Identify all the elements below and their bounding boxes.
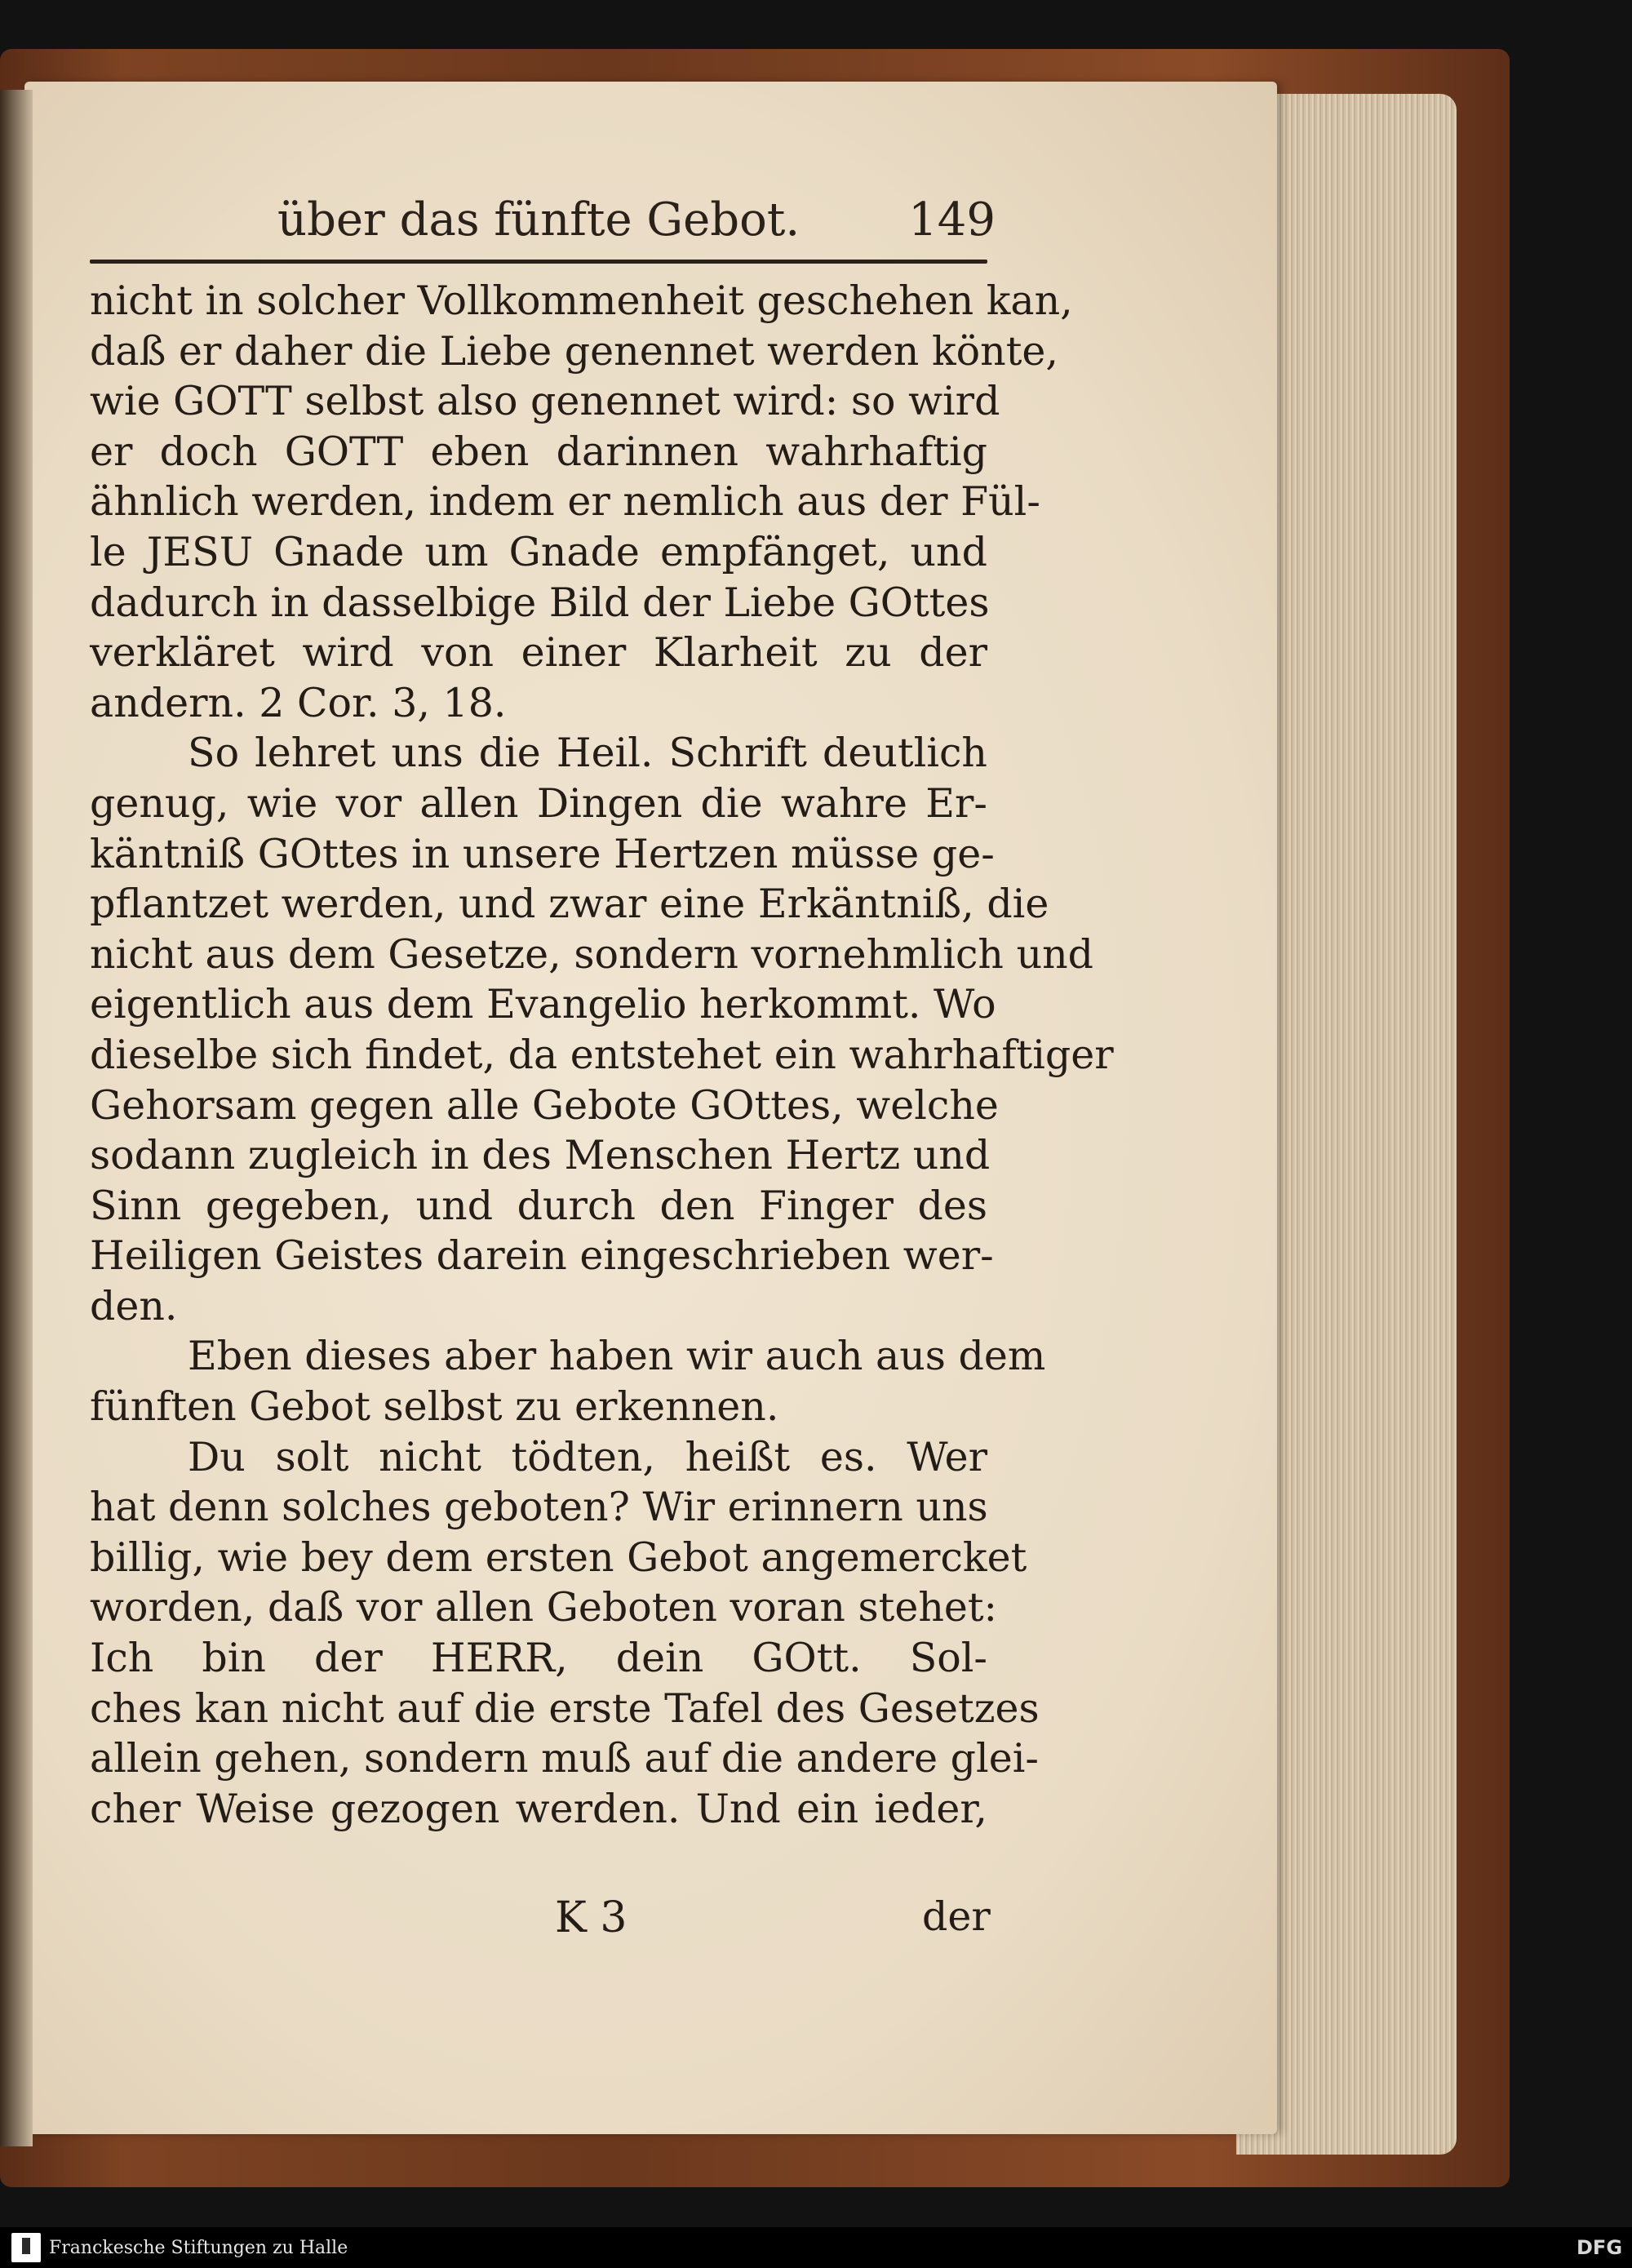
text-line: hat denn solches geboten? Wir erinnern uns [90, 1484, 988, 1531]
signature-mark: K 3 [555, 1893, 628, 1942]
text-line: Eben dieses aber haben wir auch aus dem [188, 1333, 1046, 1380]
text-line: eigentlich aus dem Evangelio herkommt. Wo [90, 981, 996, 1028]
text-line: sodann zugleich in des Menschen Hertz und [90, 1132, 991, 1179]
institution-logo-icon [11, 2233, 41, 2262]
header-rule [90, 260, 987, 264]
text-line: Sinn gegeben, und durch den Finger des [90, 1182, 987, 1229]
text-line: worden, daß vor allen Geboten voran stehet: [90, 1584, 998, 1631]
text-line: dadurch in dasselbige Bild der Liebe GOttes [90, 579, 990, 626]
text-line: genug, wie vor allen Dingen die wahre Er- [90, 779, 987, 827]
text-line: le JESU Gnade um Gnade empfänget, und [90, 528, 987, 575]
text-line: pflantzet werden, und zwar eine Erkäntniß, die [90, 881, 1049, 928]
page-number: 149 [908, 193, 996, 246]
text-line: nicht aus dem Gesetze, sondern vornehmlich und [90, 930, 1094, 978]
text-line: nicht in solcher Vollkommenheit geschehen kan, [90, 277, 1073, 324]
text-line: So lehret uns die Heil. Schrift deutlich [188, 730, 987, 777]
text-line: dieselbe sich findet, da entstehet ein wahrhaftiger [90, 1031, 1114, 1078]
dfg-logo: DFG [1577, 2236, 1623, 2259]
spine-shadow [0, 90, 33, 2146]
text-line: Gehorsam gegen alle Gebote GOttes, welche [90, 1081, 999, 1129]
page-header [277, 189, 996, 246]
catchword: der [922, 1893, 991, 1940]
text-line: den. [90, 1282, 178, 1329]
text-line: cher Weise gezogen werden. Und ein ieder, [90, 1785, 987, 1832]
text-line: ches kan nicht auf die erste Tafel des Gesetzes [90, 1684, 1040, 1732]
text-line: daß er daher die Liebe genennet werden könte, [90, 327, 1058, 375]
text-line: Heiligen Geistes darein eingeschrieben wer- [90, 1232, 994, 1280]
text-line: allein gehen, sondern muß auf die andere glei- [90, 1735, 1039, 1782]
text-line: er doch GOTT eben darinnen wahrhaftig [90, 428, 987, 475]
text-line: fünften Gebot selbst zu erkennen. [90, 1383, 779, 1431]
text-line: Du solt nicht tödten, heißt es. Wer [188, 1433, 987, 1480]
running-title: über das fünfte Gebot. [277, 193, 800, 246]
text-line: wie GOTT selbst also genennet wird: so wird [90, 378, 1000, 425]
institution-name: Franckesche Stiftungen zu Halle [49, 2238, 348, 2258]
text-line: billig, wie bey dem ersten Gebot angemercket [90, 1533, 1027, 1581]
text-line: käntniß GOttes in unsere Hertzen müsse ge- [90, 830, 995, 877]
text-line: Ich bin der HERR, dein GOtt. Sol- [90, 1635, 987, 1682]
body-text [90, 276, 1114, 1834]
text-line: andern. 2 Cor. 3, 18. [90, 679, 507, 726]
text-line: verkläret wird von einer Klarheit zu der [90, 629, 987, 677]
text-line: ähnlich werden, indem er nemlich aus der Fül- [90, 478, 1040, 526]
